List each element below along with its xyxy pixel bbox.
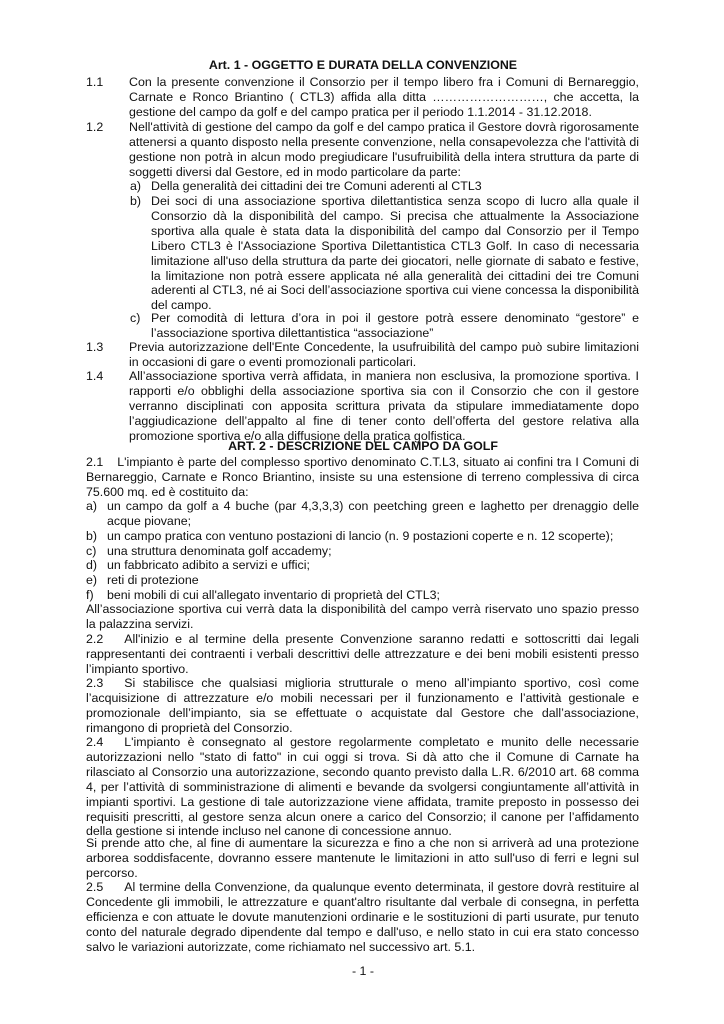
item-text: un campo pratica con ventuno postazioni di lancio (n. 9 postazioni coperte e n. 12 scoperte); (107, 529, 614, 543)
page-number: - 1 - (351, 964, 375, 978)
item-text: beni mobili di cui all'allegato inventario di proprietà del CTL3; (107, 588, 440, 602)
paragraph-2-4 (86, 735, 639, 839)
list-item-a (86, 499, 639, 529)
clause-number: 1.2 (86, 120, 104, 134)
clause-number: 1.3 (86, 340, 104, 354)
item-letter: f) (86, 588, 94, 602)
paragraph-text: Al termine della Convenzione, da qualunque evento determinata, il gestore dovrà restituire al Concedente gli immobili, le attrezzature e quant'altro risultante dal verbale di consegna, in perfetta efficienza e con attuate le dovute manutenzioni ordinarie e le sostituzioni di parti usurate, pur tenuto conto del naturale degrado dipendente dal tempo e dall'uso, e nello stato in cui era stato concesso salvo le variazioni autorizzate, come richiamato nel successivo art. 5.1. (86, 880, 639, 954)
item-text: Per comodità di lettura d’ora in poi il gestore potrà essere denominato “gestore” e l’associazione sportiva dilettantistica “associazione” (151, 311, 639, 340)
paragraph-number: 2.5 (86, 880, 104, 894)
paragraph-2-4-note: Si prende atto che, al fine di aumentare la sicurezza e fino a che non si arriverà ad una protezione arborea soddisfacente, dovranno essere mantenute le limitazioni in atto sull'uso di ferri e legni sul percorso. (86, 836, 639, 880)
item-text: reti di protezione (107, 573, 199, 587)
clause-number: 1.4 (86, 369, 104, 383)
paragraph-2-1 (86, 455, 639, 500)
clause-1-3 (86, 340, 639, 370)
item-text: un fabbricato adibito a servizi e uffici; (107, 558, 310, 572)
item-letter: d) (86, 558, 98, 572)
item-letter: a) (130, 179, 142, 193)
clause-text: Nell'attività di gestione del campo da golf e del campo pratica il Gestore dovrà rigorosamente attenersi a quanto disposto nella presente convenzione, nella consapevolezza che l'attività di gestione non potrà in alcun modo pregiudicare l'usufruibilità della intera struttura da parte di soggetti diversi dal Gestore, ed in modo particolare da parte: (129, 120, 639, 179)
item-letter: c) (86, 544, 97, 558)
list-item-d (86, 558, 639, 573)
paragraph-number: 2.4 (86, 735, 104, 749)
paragraph-text: L'impianto è consegnato al gestore regolarmente completato e munito delle necessarie autorizzazioni nello "stato di fatto" in cui oggi si trova. Si dà atto che il Comune di Carnate ha rilasciato al Consorzio una autorizzazione, secondo quanto previsto dalla L.R. 6/2010 art. 68 comma 4, per l’attività di somministrazione di alimenti e bevande da svolgersi congiuntamente all’attività in impianti sportivi. La gestione di tale autorizzazione viene affidata, tramite preposto in possesso dei requisiti prescritti, al gestore senza alcun onere a carico del Consorzio; il canone per l’affidamento della gestione si intende incluso nel canone di concessione annuo. (86, 735, 639, 839)
clause-text: Con la presente convenzione il Consorzio per il tempo libero fra i Comuni di Bernareggio, Carnate e Ronco Briantino ( CTL3) affida alla ditta ………………………, che accetta, la gestione del campo da golf e del campo pratica per il periodo 1.1.2014 - 31.12.2018. (129, 75, 639, 119)
clause-text: All’associazione sportiva verrà affidata, in maniera non esclusiva, la promozione sportiva. I rapporti e/o obblighi della associazione sportiva sia con il Consorzio che con il gestore verranno disciplinati con apposita scrittura privata da stipulare immediatamente dopo l’aggiudicazione dell’appalto al fine di tener conto dell’offerta del gestore relativa alla promozione sportiva e/o alla diffusione della pratica golfistica. (129, 369, 639, 443)
item-letter: b) (86, 529, 98, 543)
paragraph-2-3 (86, 676, 639, 736)
list-item-a (130, 179, 639, 194)
list-item-e (86, 573, 639, 588)
art2-heading: ART. 2 - DESCRIZIONE DEL CAMPO DA GOLF (228, 439, 498, 453)
paragraph-text: Si stabilisce che qualsiasi miglioria strutturale o meno all’impianto sportivo, così come l’acquisizione di attrezzature e/o mobili necessari per il funzionamento e l’attività gestionale e promozionale dell’impianto, sia se effettuate o acquistate dal Gestore che dall’associazione, rimangono di proprietà del Consorzio. (86, 676, 639, 735)
item-text: una struttura denominata golf accademy; (107, 544, 332, 558)
list-item-c (86, 544, 639, 559)
item-text: un campo da golf a 4 buche (par 4,3,3,3) con peetching green e laghetto per drenaggio delle acque piovane; (107, 499, 639, 528)
art1-heading: Art. 1 - OGGETTO E DURATA DELLA CONVENZIONE (208, 58, 518, 72)
item-letter: e) (86, 573, 98, 587)
list-item-b (86, 529, 639, 544)
item-text: Della generalità dei cittadini dei tre Comuni aderenti al CTL3 (151, 179, 482, 193)
paragraph-2-2 (86, 632, 639, 677)
list-item-c (130, 311, 639, 341)
item-text: Dei soci di una associazione sportiva dilettantistica senza scopo di lucro alla quale il Consorzio dà la disponibilità del campo. Si precisa che attualmente la Associazione sportiva alla quale è stata data la disponibilità del campo dal Consorzio per il Tempo Libero CTL3 è l'Associazione Sportiva Dilettantistica CTL3 Golf. In caso di necessaria limitazione all'uso della struttura da parte dei giocatori, nelle giornate di sabato e festive, la limitazione non potrà essere applicata né alla generalità dei cittadini dei tre Comuni aderenti al CTL3, né ai Soci dell’associazione sportiva cui viene concessa la disponibilità del campo. (151, 194, 639, 313)
clause-text: Previa autorizzazione dell'Ente Concedente, la usufruibilità del campo può subire limitazioni in occasioni di gare o eventi promozionali particolari. (129, 340, 639, 369)
paragraph-2-1-note: All’associazione sportiva cui verrà data la disponibilità del campo verrà riservato uno spazio presso la palazzina servizi. (86, 602, 639, 631)
clause-1-1 (86, 75, 639, 120)
list-item-b (130, 194, 639, 313)
item-letter: c) (130, 311, 141, 325)
paragraph-number: 2.2 (86, 632, 104, 646)
paragraph-2-5 (86, 880, 639, 955)
paragraph-text: L'impianto è parte del complesso sportivo denominato C.T.L3, situato ai confini tra I Comuni di Bernareggio, Carnate e Ronco Briantino, insiste su una estensione di terreno complessiva di circa 75.600 mq. ed è costituito da: (86, 455, 639, 499)
list-item-f (86, 588, 639, 603)
clause-1-2 (86, 120, 639, 180)
paragraph-number: 2.1 (86, 455, 104, 469)
paragraph-text: All'inizio e al termine della presente Convenzione saranno redatti e sottoscritti dai legali rappresentanti dei contraenti i verbali descrittivi delle attrezzature e dei beni mobili esistenti presso l’impianto sportivo. (86, 632, 639, 676)
item-letter: b) (130, 194, 142, 208)
item-letter: a) (86, 499, 98, 513)
clause-1-4 (86, 369, 639, 444)
paragraph-number: 2.3 (86, 676, 104, 690)
clause-number: 1.1 (86, 75, 104, 89)
